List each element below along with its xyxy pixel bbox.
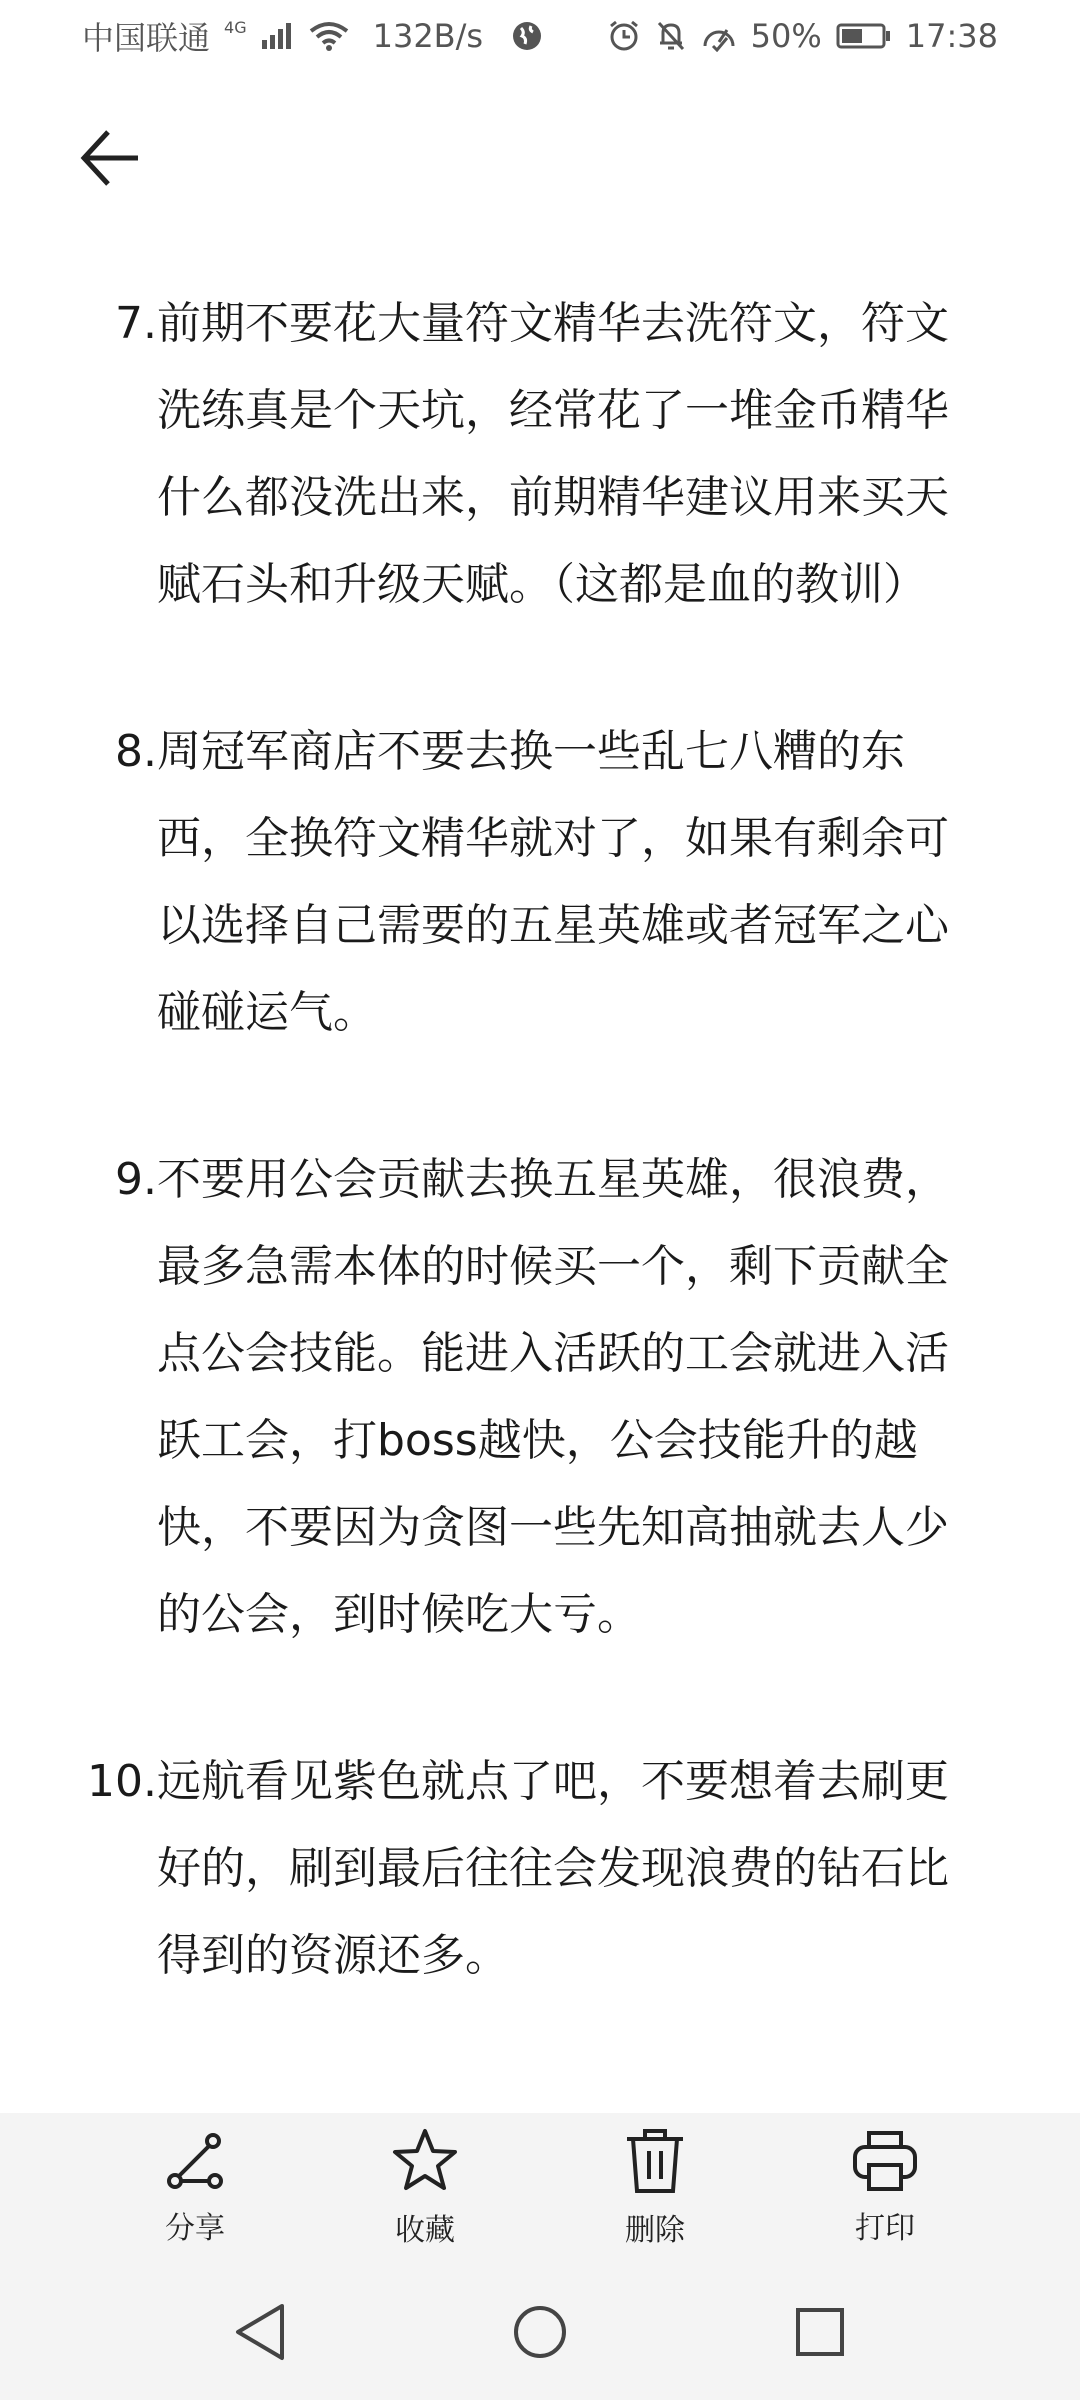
status-bar bbox=[0, 0, 1080, 72]
share-label: 分享 bbox=[165, 2211, 225, 2246]
item-number: 9. bbox=[115, 1154, 157, 1205]
list-item bbox=[0, 708, 1080, 1056]
clock-time: 17:38 bbox=[905, 17, 998, 55]
status-right bbox=[607, 17, 998, 55]
wifi-icon bbox=[309, 21, 349, 51]
status-left bbox=[82, 13, 543, 59]
item-text: 远航看见紫色就点了吧，不要想着去刷更好的，刷到最后往往会发现浪费的钻石比得到的资源还多。 bbox=[157, 1756, 949, 1981]
battery-percent: 50% bbox=[750, 17, 822, 55]
item-number: 7. bbox=[115, 298, 157, 349]
back-button[interactable] bbox=[70, 118, 150, 198]
nav-home-button[interactable] bbox=[500, 2292, 580, 2372]
nav-back-button[interactable] bbox=[220, 2292, 300, 2372]
back-arrow-icon bbox=[78, 126, 142, 190]
top-bar bbox=[0, 100, 1080, 210]
speedometer-icon bbox=[701, 20, 737, 52]
item-text: 周冠军商店不要去换一些乱七八糟的东西，全换符文精华就对了，如果有剩余可以选择自己需要的五星英雄或者冠军之心碰碰运气。 bbox=[157, 726, 949, 1038]
print-label: 打印 bbox=[855, 2211, 915, 2246]
delete-button[interactable] bbox=[575, 2127, 735, 2249]
favorite-button[interactable] bbox=[345, 2127, 505, 2249]
network-speed: 132B/s bbox=[372, 17, 484, 55]
star-icon bbox=[391, 2127, 459, 2195]
printer-icon bbox=[851, 2129, 919, 2193]
bell-off-icon bbox=[655, 19, 687, 53]
item-text: 不要用公会贡献去换五星英雄，很浪费，最多急需本体的时候买一个，剩下贡献全点公会技能。能进入活跃的工会就进入活跃工会，打boss越快，公会技能升的越快，不要因为贪图一些先知高抽就去人少的公会，到时候吃大亏。 bbox=[157, 1154, 949, 1640]
print-button[interactable] bbox=[805, 2129, 965, 2247]
item-number: 10. bbox=[87, 1756, 157, 1807]
share-icon bbox=[163, 2129, 227, 2193]
note-content bbox=[0, 280, 1080, 2110]
globe-icon bbox=[511, 20, 543, 52]
nav-recents-button[interactable] bbox=[780, 2292, 860, 2372]
delete-label: 删除 bbox=[625, 2213, 685, 2248]
network-type: 4G bbox=[224, 17, 247, 37]
item-text: 前期不要花大量符文精华去洗符文，符文洗练真是个天坑，经常花了一堆金币精华什么都没洗出来，前期精华建议用来买天赋石头和升级天赋。（这都是血的教训） bbox=[157, 298, 949, 610]
battery-icon bbox=[836, 22, 892, 50]
nav-recents-icon bbox=[792, 2304, 848, 2360]
list-item bbox=[0, 280, 1080, 628]
item-number: 8. bbox=[115, 726, 157, 777]
alarm-icon bbox=[607, 19, 641, 53]
share-button[interactable] bbox=[115, 2129, 275, 2247]
trash-icon bbox=[623, 2127, 687, 2195]
carrier-name: 中国联通 bbox=[82, 19, 211, 57]
signal-icon bbox=[261, 22, 295, 50]
nav-back-icon bbox=[232, 2302, 288, 2362]
action-bar bbox=[0, 2113, 1080, 2263]
list-item bbox=[0, 1136, 1080, 1658]
nav-home-icon bbox=[510, 2302, 570, 2362]
system-nav-bar bbox=[0, 2263, 1080, 2400]
favorite-label: 收藏 bbox=[395, 2213, 455, 2248]
list-item bbox=[0, 1738, 1080, 1999]
